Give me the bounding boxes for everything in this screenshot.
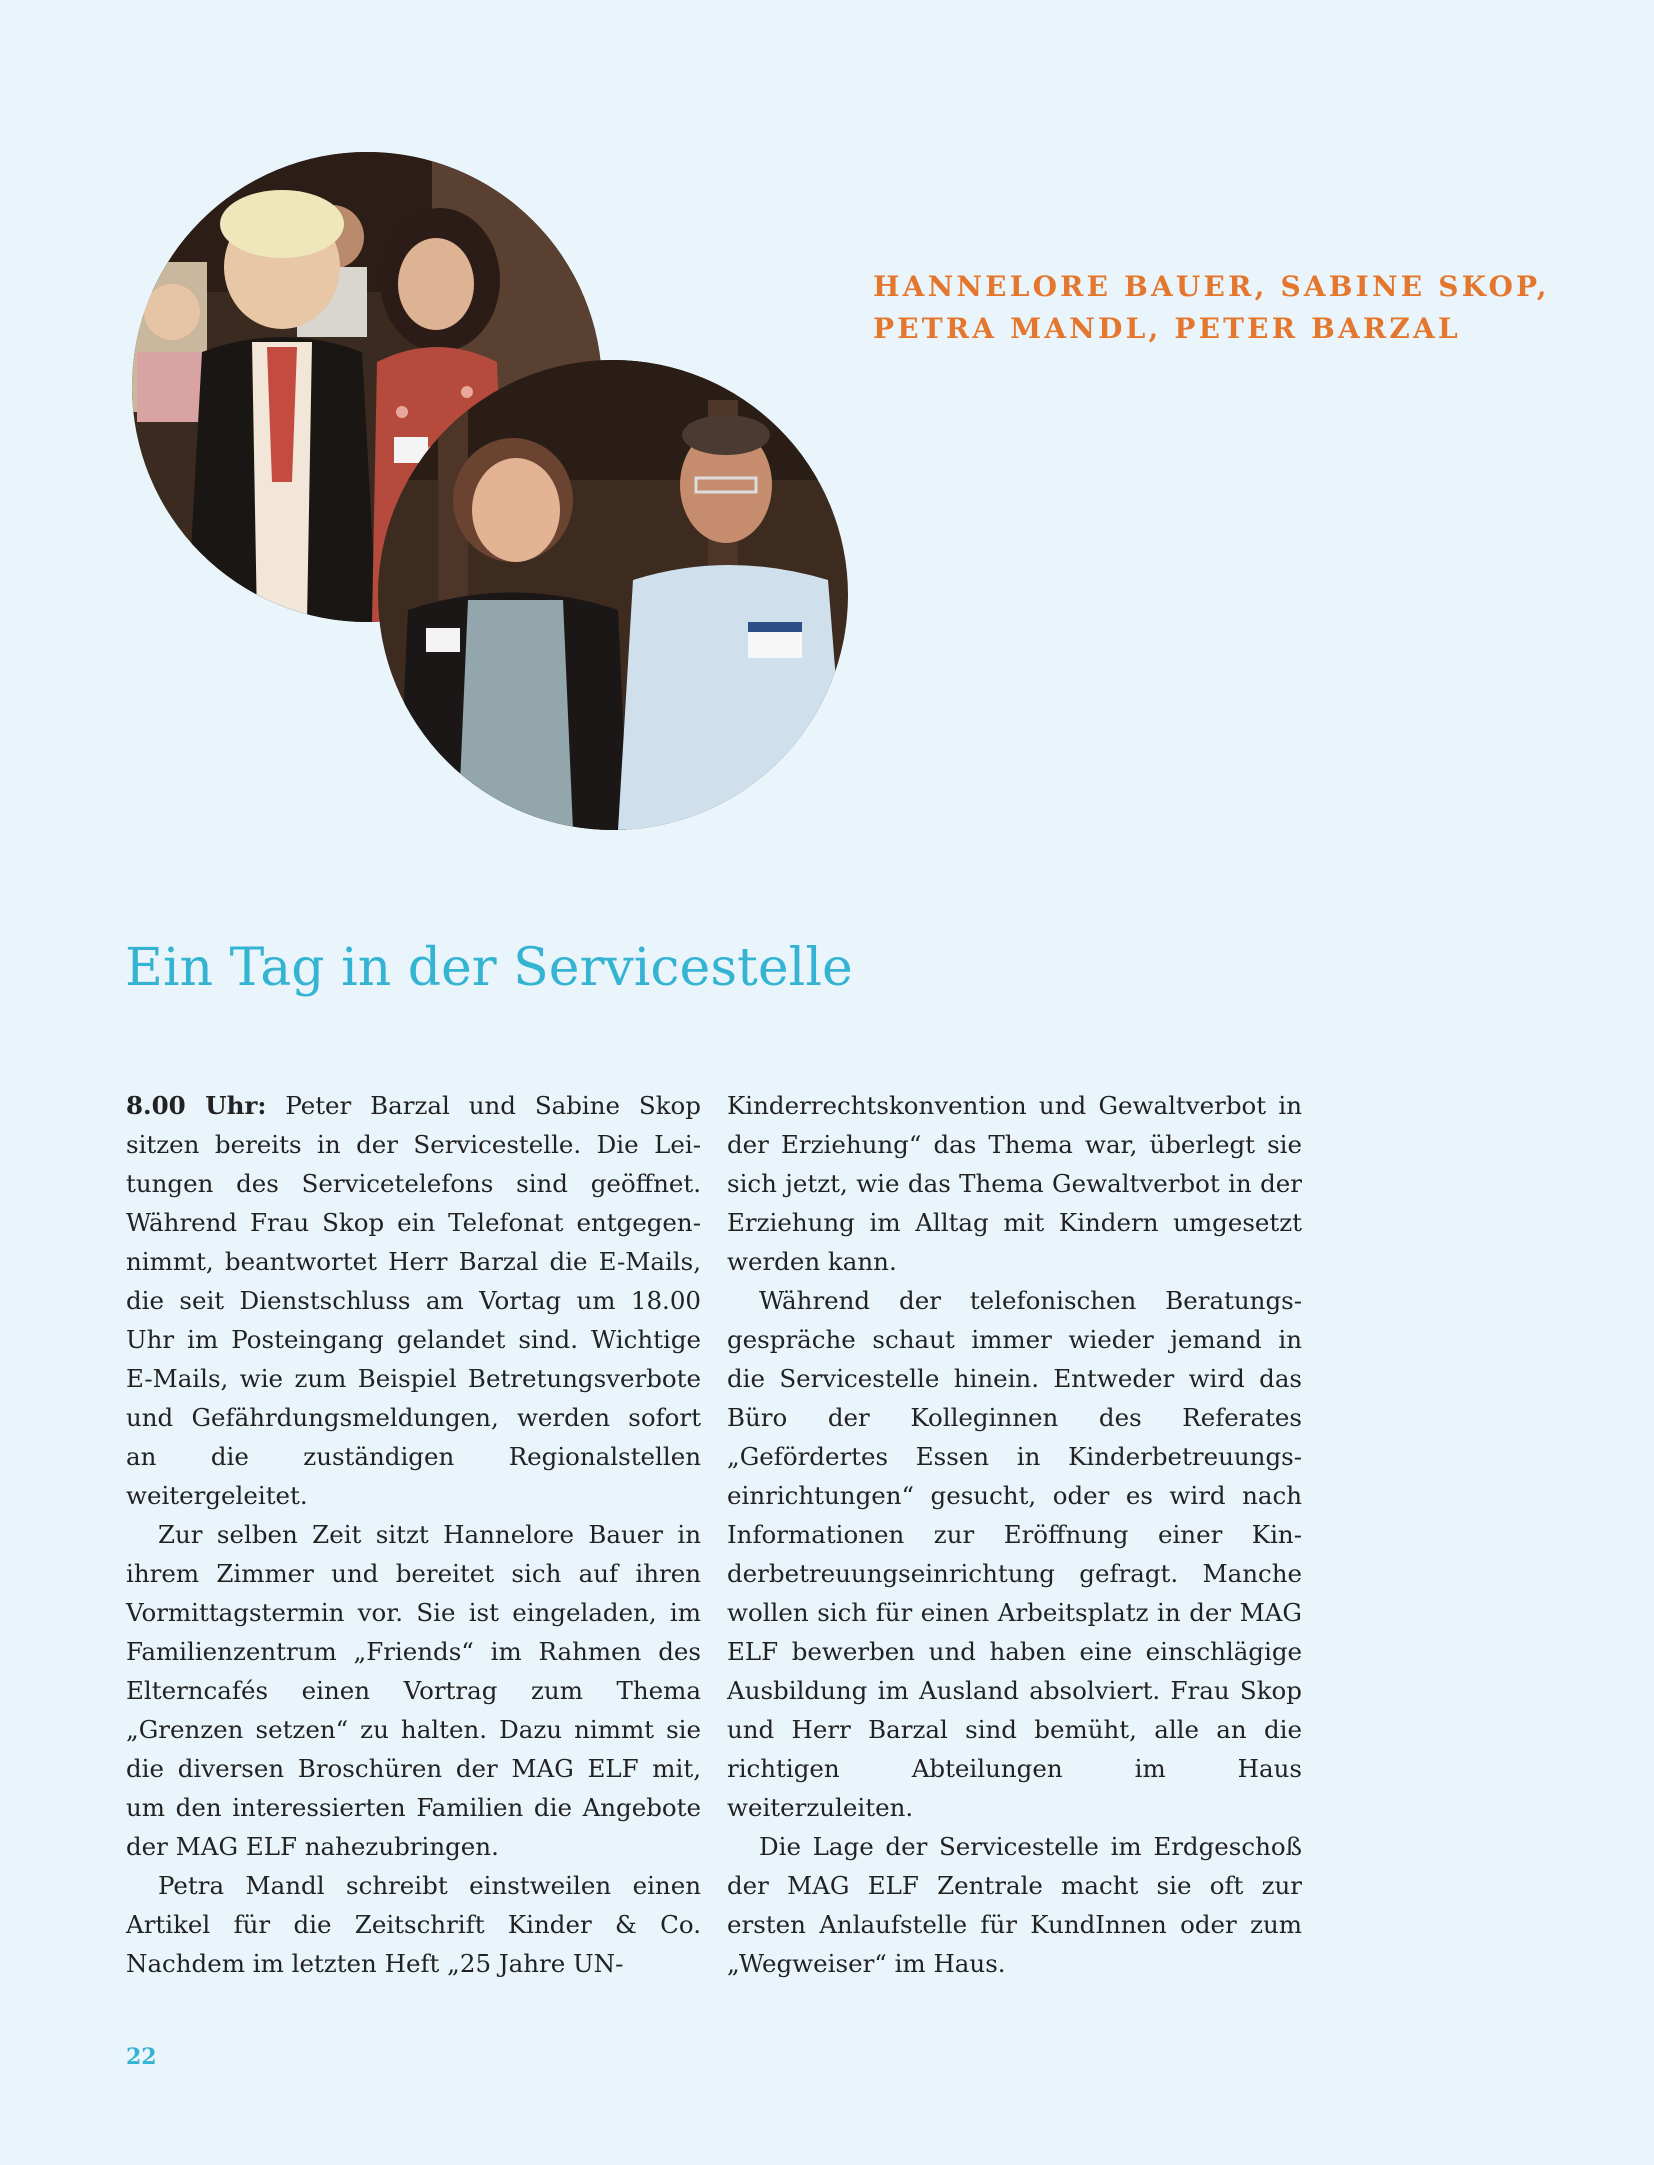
caption-line-1: HANNELORE BAUER, SABINE SKOP, [873,270,1550,303]
article-paragraph: Die Lage der Servicestelle im Erdgeschoß der MAG ELF Zentrale macht sie oft zur ersten Anlaufstelle für KundInnen oder zum „Wegweiser“ im Haus. [727,1832,1302,1978]
time-label: 8.00 Uhr: [126,1091,267,1120]
article-paragraph: Während der telefonischen Beratungsgespräche schaut immer wieder jemand in die Servicestelle hinein. Entweder wird das Büro der Kolleginnen des Referates „Gefördertes Essen in Kinderbetreuungseinrichtungen“ gesucht, oder es wird nach Informationen zur Eröffnung einer Kinderbetreuungseinrichtung gefragt. Manche wollen sich für einen Arbeitsplatz in der MAG ELF bewerben und haben eine einschlägige Ausbildung im Ausland absolviert. Frau Skop und Herr Barzal sind bemüht, alle an die richtigen Abteilungen im Haus weiterzuleiten. [727,1286,1302,1822]
page-number: 22 [126,2044,157,2070]
caption-line-2: PETRA MANDL, PETER BARZAL [873,312,1461,345]
paragraph-text: Peter Barzal und Sabine Skop sitzen bereits in der Servicestelle. Die Leitungen des Servicetelefons sind geöffnet. Während Frau Skop ein Telefonat entgegennimmt, beantwortet Herr Barzal die E-Mails, die seit Dienstschluss am Vortag um 18.00 Uhr im Posteingang gelandet sind. Wichtige E-Mails, wie zum Beispiel Betretungsverbote und Gefährdungsmeldungen, werden sofort an die zuständigen Regionalstellen weitergeleitet. [126,1091,701,1510]
article-paragraph: Kinderrechtskonvention und Gewaltverbot in der Erziehung“ das Thema war, überlegt sie sich jetzt, wie das Thema Gewaltverbot in der Erziehung im Alltag mit Kindern umgesetzt werden kann. [727,1091,1302,1276]
article-paragraph [126,1086,701,1515]
article-column-left [126,1086,701,1983]
article-paragraph: Petra Mandl schreibt einstweilen einen Artikel für die Zeitschrift Kinder & Co. Nachdem im letzten Heft „25 Jahre UN- [126,1871,701,1978]
article-paragraph: Zur selben Zeit sitzt Hannelore Bauer in ihrem Zimmer und bereitet sich auf ihren Vormittagstermin vor. Sie ist eingeladen, im Familienzentrum „Friends“ im Rahmen des Elterncafés einen Vortrag zum Thema „Grenzen setzen“ zu halten. Dazu nimmt sie die diversen Broschüren der MAG ELF mit, um den interessierten Familien die Angebote der MAG ELF nahezubringen. [126,1520,701,1861]
article-column-right [727,1086,1302,1983]
photo-mandl-barzal [378,360,848,830]
page-title: Ein Tag in der Servicestelle [125,938,853,998]
photo-caption [873,266,1550,350]
